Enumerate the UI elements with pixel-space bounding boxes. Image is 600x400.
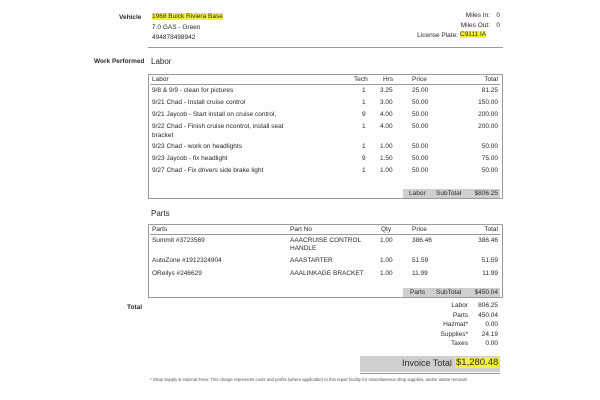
labor-row-desc: 9/23 Chad - work on headlights: [152, 143, 242, 150]
labor-header-desc: Labor: [152, 76, 169, 83]
parts-subtotal-section: Parts: [410, 289, 426, 296]
parts-header-price: Price: [412, 226, 427, 233]
labor-row-desc: 9/21 Jaycob - Start install on cruise control,: [152, 111, 277, 118]
labor-row-hrs: 3.25: [380, 87, 393, 94]
labor-row-hrs: 1.00: [380, 167, 393, 174]
miles-out-label: Miles Out:: [460, 22, 490, 29]
total-line-value: 806.25: [478, 302, 498, 309]
parts-header-partno: Part No: [290, 226, 313, 233]
labor-subtotal-value: $806.25: [474, 190, 498, 197]
labor-row-hrs: 4.00: [380, 123, 393, 130]
labor-header-price: Price: [412, 76, 427, 83]
labor-row-desc: 9/8 & 9/9 - clean for pictures: [152, 87, 234, 94]
work-performed-label: Work Performed: [94, 58, 145, 65]
labor-row-tech: 9: [362, 111, 366, 118]
labor-row-hrs: 1.00: [380, 143, 393, 150]
labor-section-title: Labor: [151, 57, 172, 66]
labor-row-desc: 9/23 Jaycob - fix headlight: [152, 155, 228, 162]
parts-row-desc: OReilys #246629: [152, 270, 202, 277]
labor-row-tech: 1: [362, 167, 366, 174]
parts-header-desc: Parts: [152, 226, 168, 233]
labor-header-total: Total: [484, 76, 498, 83]
labor-right-rule: [502, 74, 503, 198]
labor-row-desc-cont: bracket: [152, 132, 174, 139]
footnote: * Shop Supply & Hazmat Fees: This charge represents costs and profits (where applicable) to this repair facility for miscellaneous shop supplies, and/or waste removal: [150, 377, 467, 382]
labor-row-total: 81.25: [481, 87, 498, 94]
parts-row-desc: AutoZone #1912324904: [152, 257, 222, 264]
total-label: Total: [127, 304, 143, 311]
parts-bottom-rule: [148, 297, 503, 298]
labor-row-price: 50.00: [412, 123, 429, 130]
labor-row-desc: 9/21 Chad - Install cruise control: [152, 99, 246, 106]
parts-row-partno-cont: HANDLE: [290, 245, 317, 252]
miles-out-value: 0: [496, 22, 500, 29]
labor-row-price: 50.00: [412, 99, 429, 106]
parts-row-qty: 1.00: [380, 270, 393, 277]
labor-row-desc: 9/27 Chad - Fix drivers side brake light: [152, 167, 264, 174]
labor-row-tech: 1: [362, 123, 366, 130]
parts-header-qty: Qty: [381, 226, 392, 233]
vehicle-vin: 494878498942: [152, 34, 196, 41]
labor-row-price: 25.00: [412, 87, 429, 94]
parts-row-price: 386.46: [412, 237, 432, 244]
parts-section-title: Parts: [151, 209, 170, 218]
parts-subtotal-label: SubTotal: [436, 289, 462, 296]
parts-row-total: 386.46: [478, 237, 498, 244]
labor-row-total: 50.00: [481, 167, 498, 174]
labor-row-price: 50.00: [412, 155, 429, 162]
invoice-total-underline: [360, 373, 500, 374]
vehicle-engine: 7.0 GAS - Green: [152, 24, 201, 31]
labor-row-hrs: 4.00: [380, 111, 393, 118]
labor-row-desc: 9/22 Chad - Finish cruise ncontrol, install seat: [152, 123, 284, 130]
parts-row-qty: 1.00: [380, 237, 393, 244]
labor-bottom-rule: [148, 198, 503, 199]
labor-row-total: 50.00: [481, 143, 498, 150]
parts-row-total: 51.59: [481, 257, 498, 264]
total-line-value: 450.04: [478, 311, 498, 319]
labor-row-hrs: 3.00: [380, 99, 393, 106]
labor-row-tech: 9: [362, 155, 366, 162]
parts-row-price: 51.59: [412, 257, 429, 264]
labor-top-rule: [148, 74, 503, 75]
miles-in-value: 0: [496, 12, 500, 19]
invoice-total-label: Invoice Total: [402, 358, 452, 368]
labor-header-tech: Tech: [354, 76, 368, 83]
parts-row-total: 11.99: [482, 270, 498, 277]
labor-row-tech: 1: [362, 87, 366, 94]
parts-header-total: Total: [484, 226, 498, 233]
total-line-label: Taxes: [451, 340, 468, 347]
plate-label: License Plate:: [417, 32, 458, 39]
total-line-value: 0.00: [485, 340, 498, 347]
plate-value: C9111 IA: [460, 31, 487, 38]
total-line-label: Supplies*: [440, 330, 468, 338]
labor-row-hrs: 1.50: [380, 155, 393, 162]
labor-row-price: 50.00: [412, 167, 429, 174]
parts-row-desc: Summit #3723569: [152, 237, 205, 244]
labor-header-hrs: Hrs: [383, 76, 394, 83]
labor-header-underline: [150, 84, 500, 85]
labor-row-tech: 1: [362, 99, 366, 106]
labor-row-total: 200.00: [478, 111, 498, 118]
labor-row-total: 75.00: [481, 155, 498, 162]
total-line-value: 0.00: [485, 321, 498, 328]
labor-subtotal-section: Labor: [409, 190, 426, 197]
parts-row-price: 11.99: [412, 270, 428, 277]
vehicle-name: 1968 Buick Riviera Base: [152, 13, 223, 20]
parts-subtotal-value: $450.04: [474, 289, 498, 296]
total-line-label: Labor: [451, 302, 468, 309]
miles-in-label: Miles In:: [465, 12, 490, 19]
parts-row-partno: AAASTARTER: [290, 257, 333, 264]
invoice-total-value: $1,280.48: [456, 357, 499, 368]
labor-subtotal-label: SubTotal: [436, 190, 462, 197]
labor-row-price: 50.00: [412, 111, 429, 118]
parts-row-qty: 1.00: [380, 257, 393, 264]
total-line-label: Parts: [452, 311, 468, 319]
labor-row-total: 150.00: [478, 99, 498, 106]
total-line-value: 24.19: [481, 330, 498, 338]
parts-top-rule: [148, 224, 503, 225]
labor-row-tech: 1: [362, 143, 366, 150]
vehicle-divider: [148, 47, 503, 48]
parts-row-partno: AAACRUISE CONTROL: [290, 237, 362, 244]
parts-left-rule: [148, 224, 149, 297]
parts-header-underline: [150, 234, 500, 235]
parts-right-rule: [502, 224, 503, 297]
labor-row-total: 200.00: [478, 123, 498, 130]
labor-row-price: 50.00: [412, 143, 429, 150]
total-line-label: Hazmat*: [443, 321, 468, 328]
parts-row-partno: AAALINKAGE BRACKET: [290, 270, 364, 277]
labor-left-rule: [148, 74, 149, 198]
vehicle-label: Vehicle: [119, 14, 142, 21]
